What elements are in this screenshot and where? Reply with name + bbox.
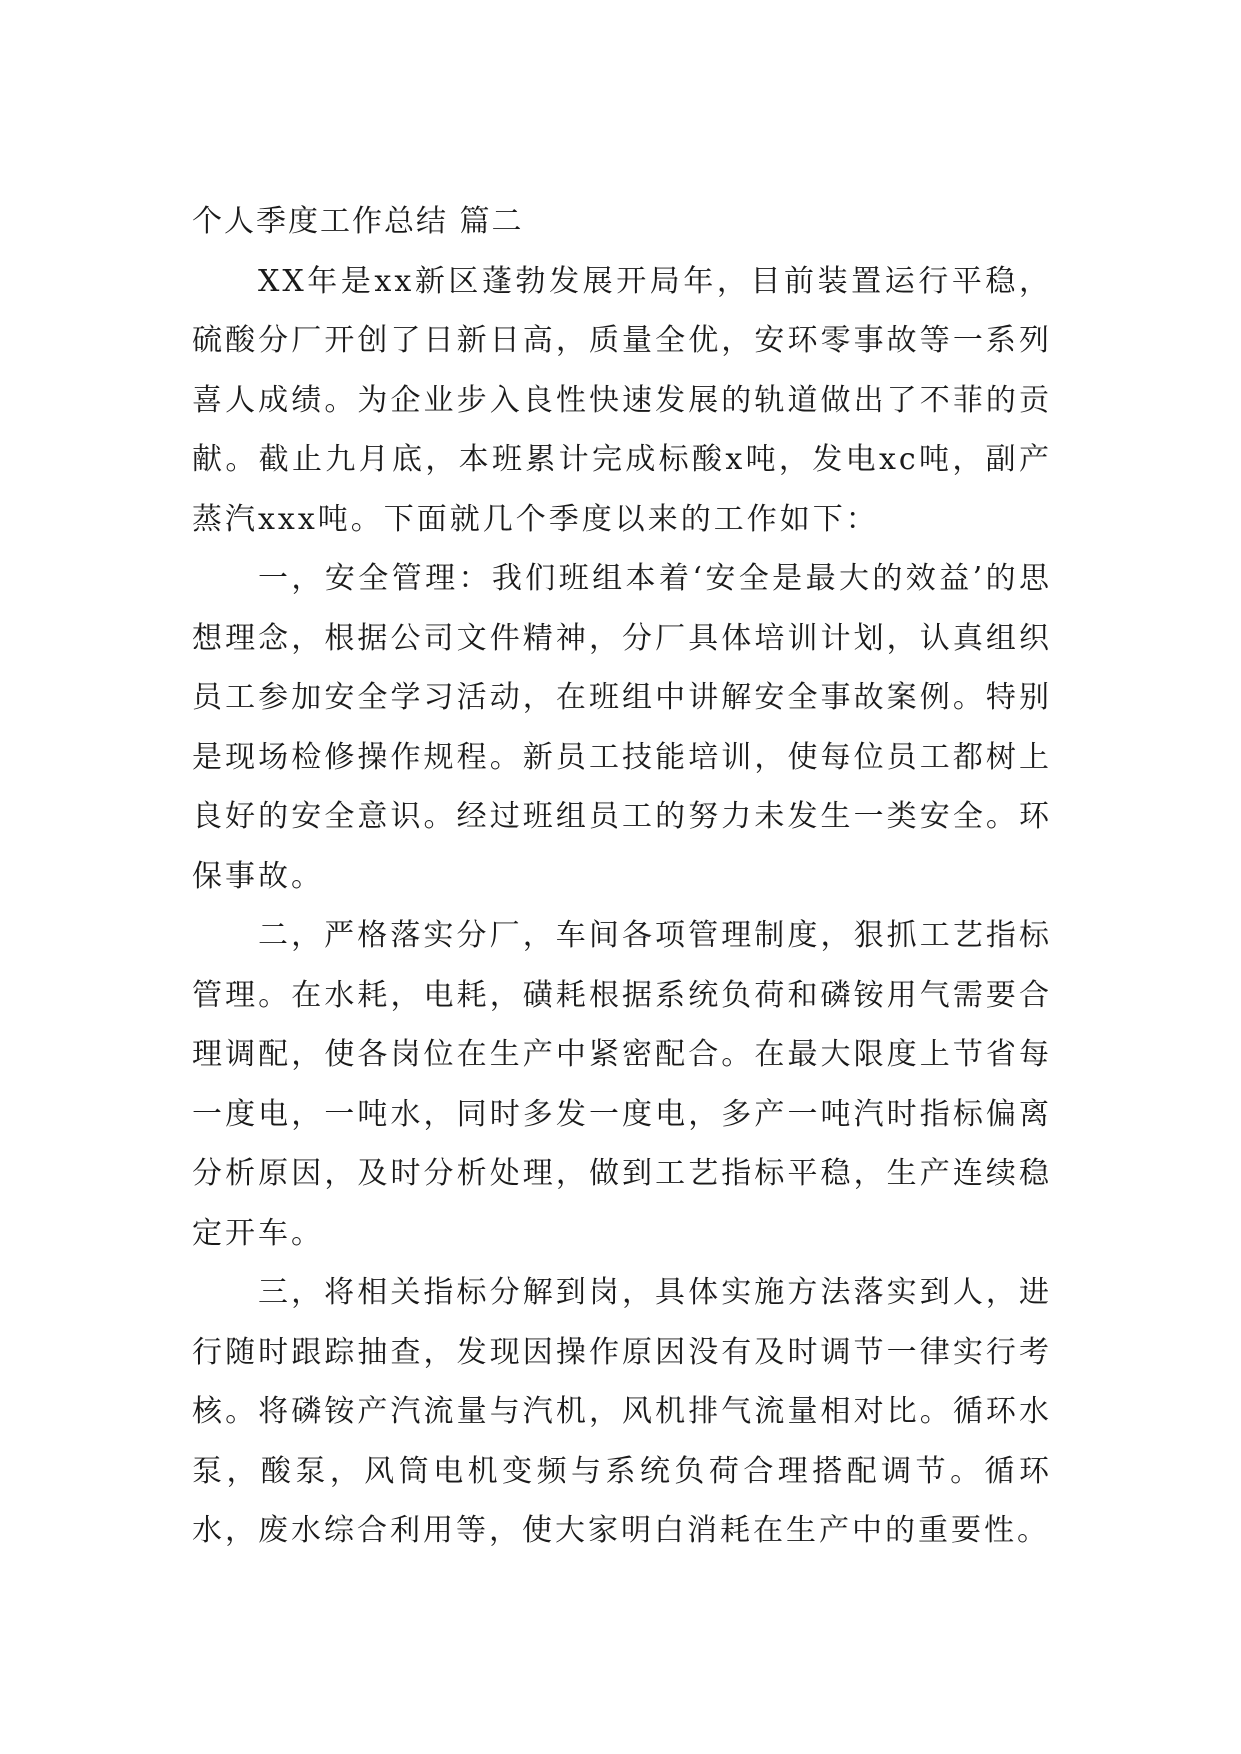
paragraph-management-system: 二，严格落实分厂，车间各项管理制度，狠抓工艺指标管理。在水耗，电耗，磺耗根据系统负荷和磷铵用气需要合理调配，使各岗位在生产中紧密配合。在最大限度上节省每一度电，一吨水，同时多发一度电，多产一吨汽时指标偏离分析原因，及时分析处理，做到工艺指标平稳，生产连续稳定开车。 bbox=[192, 918, 1052, 1251]
document-title: 个人季度工作总结 篇二 bbox=[192, 204, 524, 239]
document-body bbox=[192, 192, 1052, 1561]
paragraph-safety-management: 一，安全管理：我们班组本着‘安全是最大的效益’的思想理念，根据公司文件精神，分厂具体培训计划，认真组织员工参加安全学习活动，在班组中讲解安全事故案例。特别是现场检修操作规程。新员工技能培训，使每位员工都树上良好的安全意识。经过班组员工的努力未发生一类安全。环保事故。 bbox=[192, 561, 1052, 894]
paragraph-intro: XX年是xx新区蓬勃发展开局年，目前装置运行平稳，硫酸分厂开创了日新日高，质量全优，安环零事故等一系列喜人成绩。为企业步入良性快速发展的轨道做出了不菲的贡献。截止九月底，本班累计完成标酸x吨，发电xc吨，副产蒸汽xxx吨。下面就几个季度以来的工作如下： bbox=[192, 263, 1052, 537]
paragraph-indicator-breakdown: 三，将相关指标分解到岗，具体实施方法落实到人，进行随时跟踪抽查，发现因操作原因没有及时调节一律实行考核。将磷铵产汽流量与汽机，风机排气流量相对比。循环水泵，酸泵，风筒电机变频与系统负荷合理搭配调节。循环水，废水综合利用等，使大家明白消耗在生产中的重要性。 bbox=[192, 1275, 1052, 1548]
